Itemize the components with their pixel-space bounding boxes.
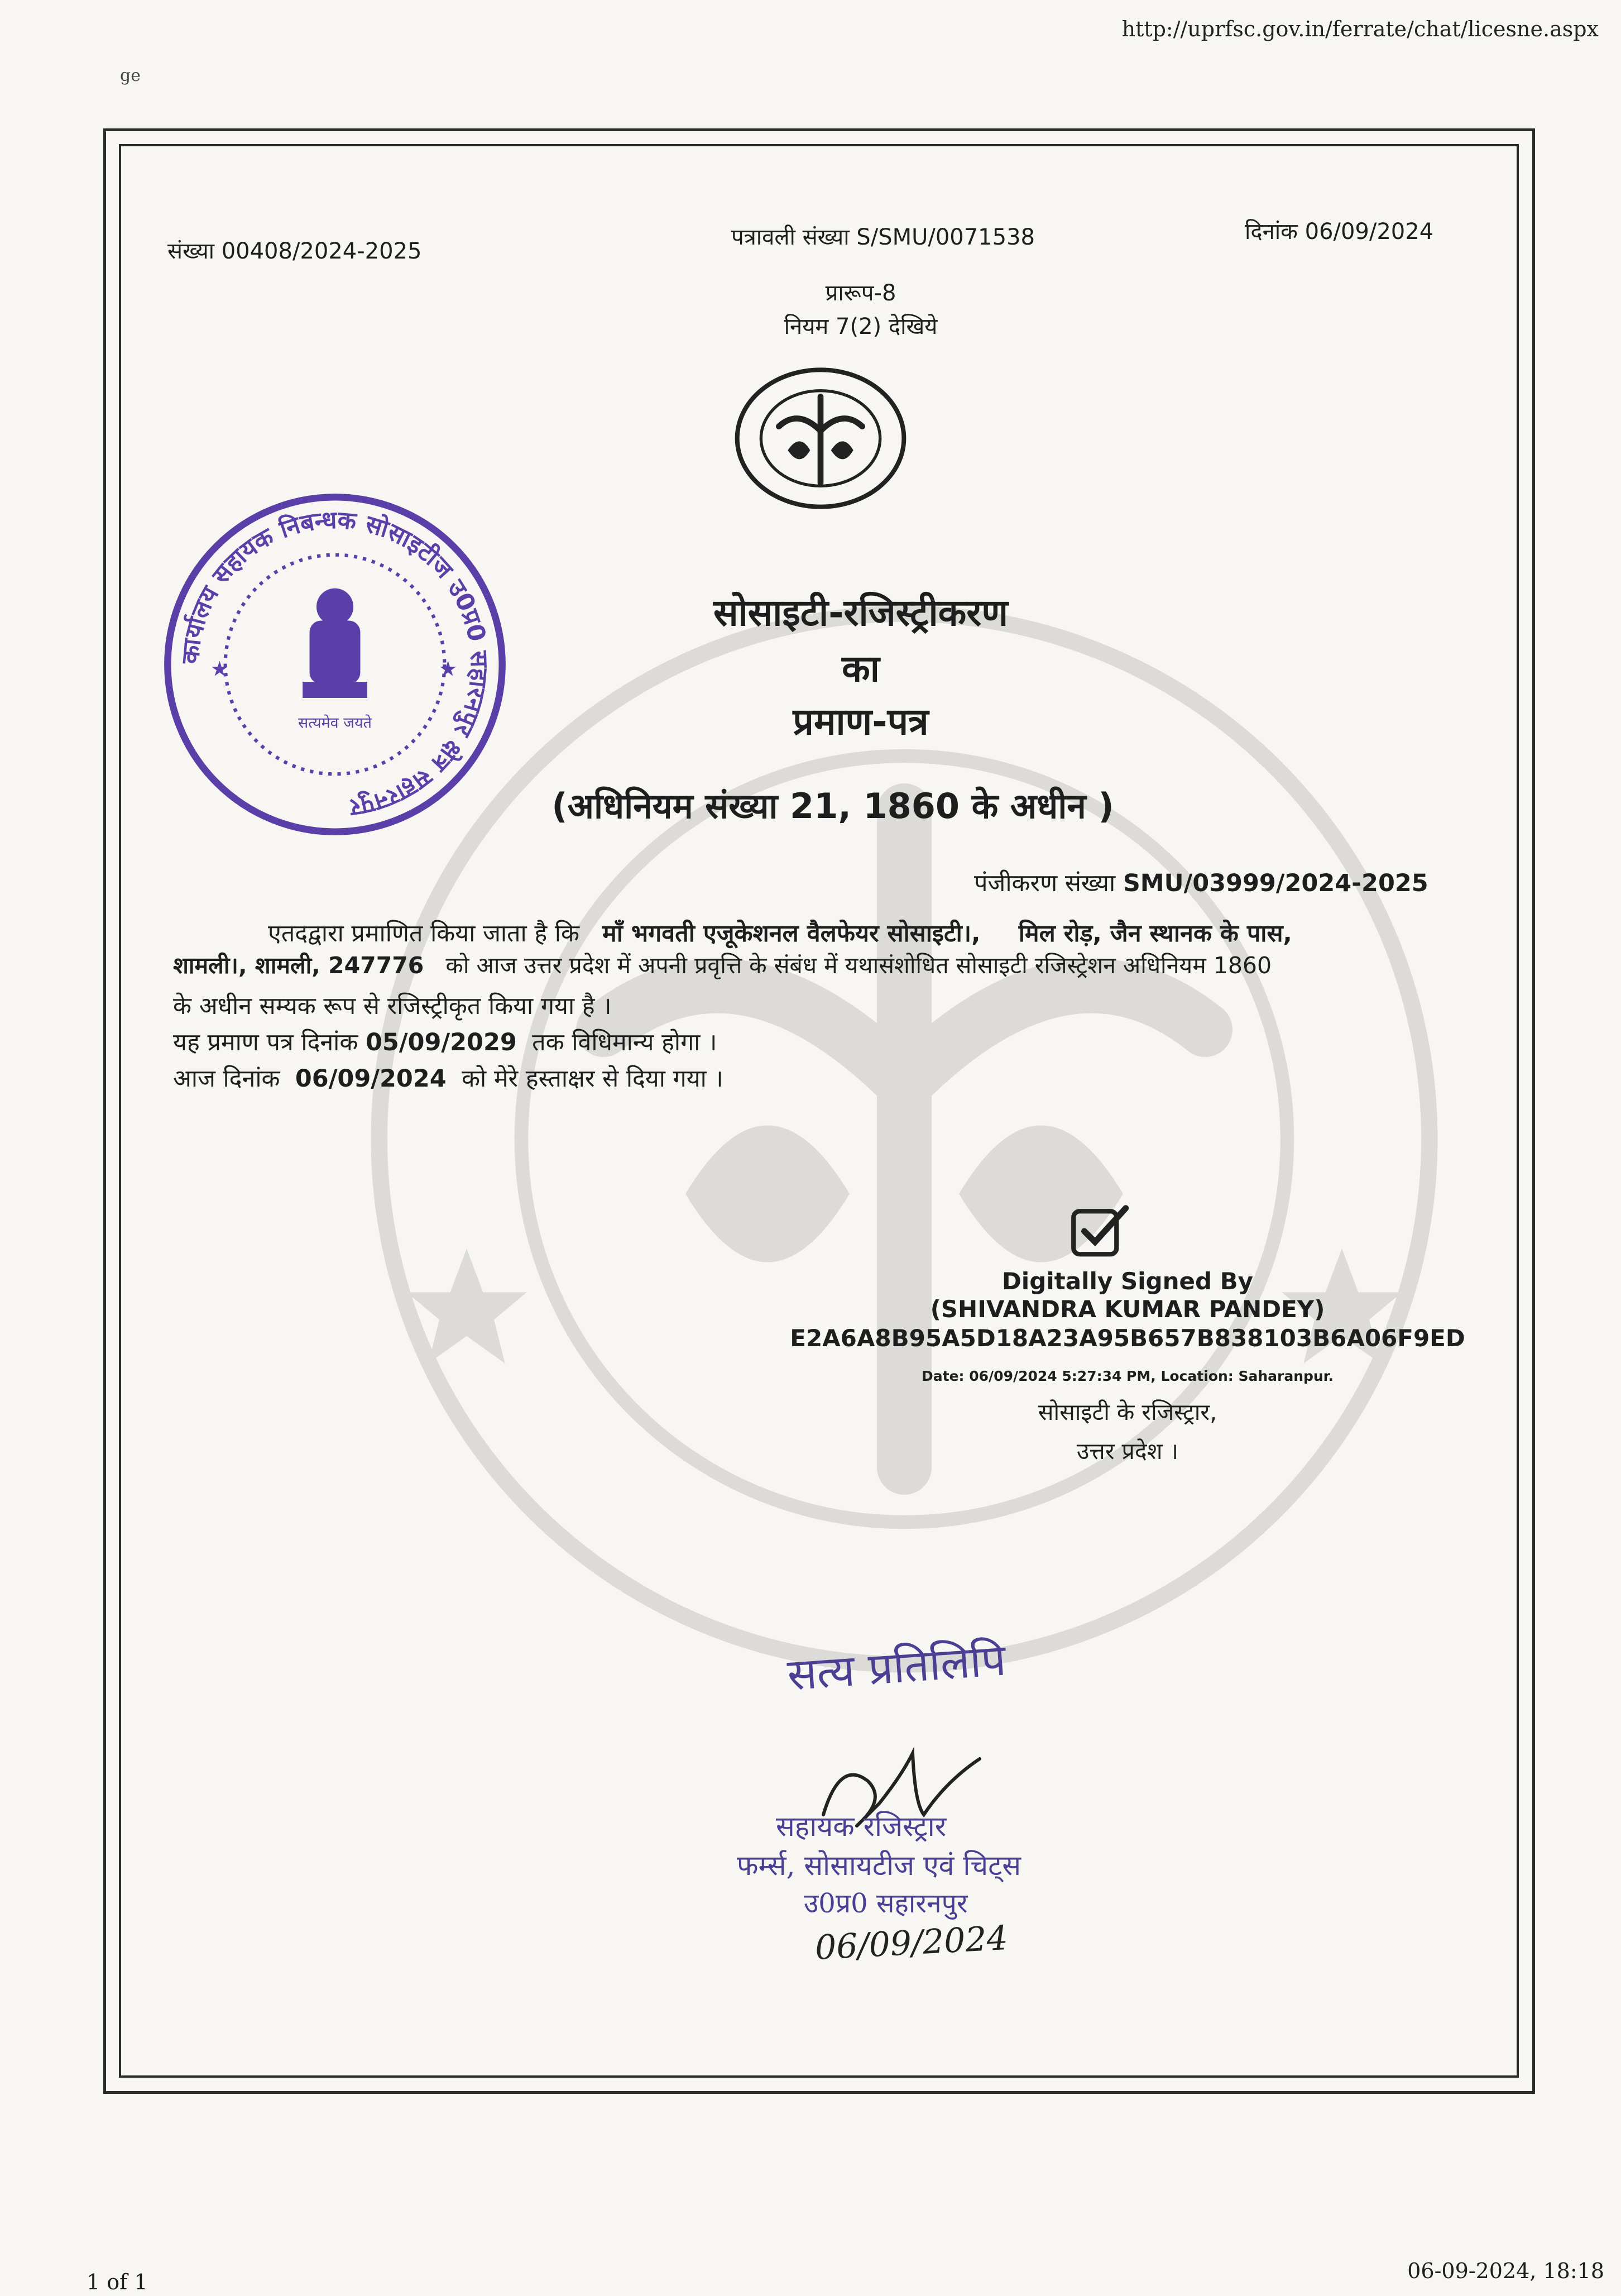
svg-text:★: ★ bbox=[439, 656, 458, 681]
svg-text:★: ★ bbox=[210, 656, 229, 681]
attest-department: फर्म्स, सोसायटीज एवं चिट्स bbox=[737, 1849, 1021, 1882]
body-line-2 bbox=[173, 949, 1272, 980]
registrar-state: उत्तर प्रदेश । bbox=[1076, 1438, 1179, 1465]
signer-name: (SHIVANDRA KUMAR PANDEY) bbox=[930, 1295, 1325, 1323]
digital-signature-check-icon bbox=[1069, 1200, 1130, 1262]
signed-by-label: Digitally Signed By bbox=[1001, 1267, 1254, 1295]
stamp-ring-text: कार्यालय सहायक निबन्धक सोसाइटीज उ0प्र0 सहारनपुर क्षेत्र सहारनपुर bbox=[176, 506, 493, 822]
registration-number bbox=[974, 865, 1428, 898]
validity-suffix: तक विधिमान्य होगा । bbox=[532, 1029, 717, 1056]
signature-date-location: Date: 06/09/2024 5:27:34 PM, Location: Saharanpur. bbox=[922, 1368, 1334, 1384]
corner-fragment: ge bbox=[120, 66, 141, 85]
issued-prefix: आज दिनांक bbox=[173, 1065, 280, 1093]
form-label: प्रारूप-8 bbox=[825, 280, 896, 306]
certificate-title-line2: का bbox=[842, 647, 880, 690]
certificate-title-line1: सोसाइटी-रजिस्ट्रीकरण bbox=[713, 591, 1009, 634]
page-count: 1 of 1 bbox=[87, 2270, 148, 2294]
attest-designation: सहायक रजिस्ट्रार bbox=[776, 1810, 947, 1843]
true-copy-stamp: सत्य प्रतिलिपि bbox=[785, 1635, 1008, 1701]
source-url: http://uprfsc.gov.in/ferrate/chat/licesne.aspx bbox=[1121, 17, 1599, 41]
emblem-caption: सत्यमेव जयते bbox=[298, 714, 372, 732]
body-clause: को आज उत्तर प्रदेश में अपनी प्रवृत्ति के संबंध में यथासंशोधित सोसाइटी रजिस्ट्रेशन अधिनियम 1860 bbox=[445, 952, 1272, 979]
attest-date: 06/09/2024 bbox=[814, 1918, 1009, 1968]
body-line-3: के अधीन सम्यक रूप से रजिस्ट्रीकृत किया गया है । bbox=[173, 992, 612, 1020]
file-number: पत्रावली संख्या S/SMU/0071538 bbox=[731, 224, 1035, 250]
society-name: माँ भगवती एजूकेशनल वैलफेयर सोसाइटी।, bbox=[602, 920, 981, 948]
attest-location: उ0प्र0 सहारनपुर bbox=[804, 1888, 968, 1919]
body-line-1 bbox=[268, 916, 1292, 949]
issued-date: 06/09/2024 bbox=[295, 1065, 447, 1093]
validity-line bbox=[173, 1025, 717, 1058]
issue-date: दिनांक 06/09/2024 bbox=[1245, 219, 1434, 245]
registration-value: SMU/03999/2024-2025 bbox=[1123, 869, 1428, 897]
rule-label: नियम 7(2) देखिये bbox=[784, 314, 938, 339]
registrar-designation: सोसाइटी के रजिस्ट्रार, bbox=[1038, 1399, 1217, 1426]
society-address-2: शामली।, शामली, 247776 bbox=[173, 952, 424, 979]
body-intro: एतदद्वारा प्रमाणित किया जाता है कि bbox=[268, 920, 580, 948]
act-reference: (अधिनियम संख्या 21, 1860 के अधीन ) bbox=[551, 786, 1114, 826]
issued-line bbox=[173, 1061, 723, 1094]
issued-suffix: को मेरे हस्ताक्षर से दिया गया । bbox=[461, 1065, 723, 1093]
up-seal-icon bbox=[731, 363, 910, 514]
validity-prefix: यह प्रमाण पत्र दिनांक bbox=[173, 1029, 358, 1056]
validity-date: 05/09/2029 bbox=[366, 1029, 517, 1056]
print-timestamp: 06-09-2024, 18:18 bbox=[1407, 2259, 1604, 2283]
certificate-title-line3: प्रमाण-पत्र bbox=[793, 700, 929, 743]
registration-label: पंजीकरण संख्या bbox=[974, 869, 1116, 897]
signature-hash: E2A6A8B95A5D18A23A95B657B838103B6A06F9ED bbox=[790, 1324, 1465, 1352]
society-address-1: मिल रोड़, जैन स्थानक के पास, bbox=[1018, 920, 1292, 948]
certificate-number: संख्या 00408/2024-2025 bbox=[167, 238, 422, 264]
